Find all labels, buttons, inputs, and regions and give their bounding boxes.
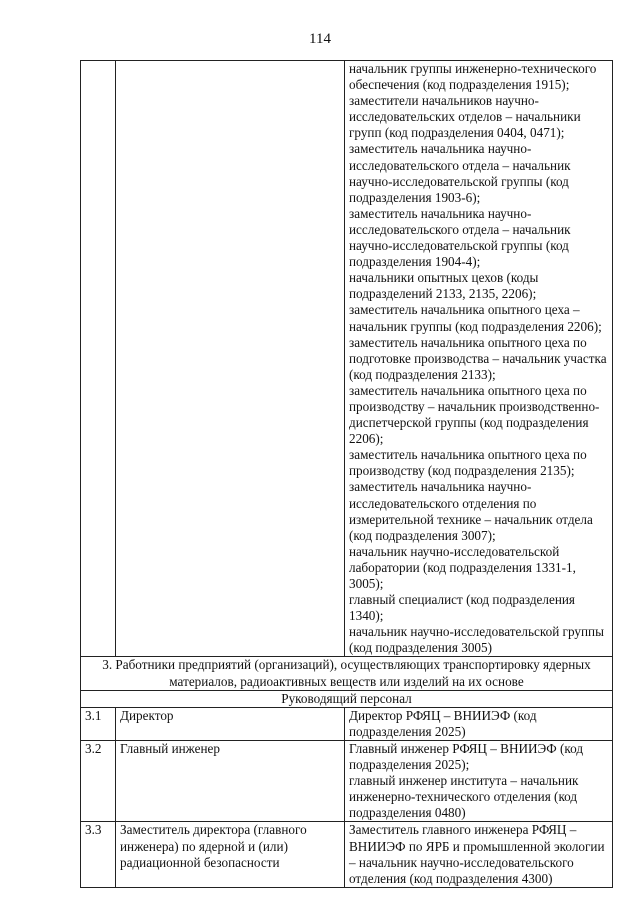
detail-line: (код подразделения 3005) <box>349 640 492 656</box>
detail-line: подразделения 0480) <box>349 805 466 821</box>
detail-line: 1340); <box>349 608 384 624</box>
detail-line: диспетчерской группы (код подразделения <box>349 415 589 431</box>
detail-line: подразделений 2133, 2135, 2206); <box>349 286 537 302</box>
detail-line: – начальник научно-исследовательского <box>349 854 574 870</box>
detail-line: Директор РФЯЦ – ВНИИЭФ (код <box>349 707 537 723</box>
detail-line: подразделения 1903-6); <box>349 189 481 205</box>
detail-line: производству – начальник производственно- <box>349 398 600 414</box>
table-row <box>81 822 613 887</box>
subsection-title: Руководящий персонал <box>81 690 613 707</box>
detail-line: заместитель начальника опытного цеха по <box>349 334 587 350</box>
detail-line: обеспечения (код подразделения 1915); <box>349 77 570 93</box>
detail-line: отделения (код подразделения 4300) <box>349 870 553 886</box>
detail-line: заместитель начальника научно- <box>349 205 532 221</box>
detail-line: заместитель начальника опытного цеха – <box>349 302 580 318</box>
detail-line: исследовательского отдела – начальник <box>349 221 571 237</box>
position-line: Директор <box>120 707 174 723</box>
detail-line: научно-исследовательской группы (код <box>349 238 569 254</box>
detail-line: главный специалист (код подразделения <box>349 592 575 608</box>
table-row <box>81 707 613 740</box>
detail-line: инженерно-технического отделения (код <box>349 789 578 805</box>
detail-line: подразделения 1904-4); <box>349 254 481 270</box>
position-cell <box>116 61 345 657</box>
position-cell <box>116 822 345 887</box>
detail-line: начальник научно-исследовательской <box>349 543 560 559</box>
table-row-continued <box>81 61 613 657</box>
detail-line: (код подразделения 3007); <box>349 527 496 543</box>
section-heading-row <box>81 657 613 690</box>
detail-line: начальник группы инженерно-технического <box>349 61 597 76</box>
detail-line: Заместитель главного инженера РФЯЦ – <box>349 822 577 838</box>
detail-line: подразделения 2025); <box>349 757 470 773</box>
detail-line: начальник группы (код подразделения 2206); <box>349 318 602 334</box>
detail-line: подразделения 2025) <box>349 723 466 739</box>
positions-table <box>80 60 613 888</box>
section-title-line: 3. Работники предприятий (организаций), осуществляющих транспортировку ядерных <box>102 657 591 673</box>
detail-line: исследовательского отделения по <box>349 495 537 511</box>
detail-line: производству (код подразделения 2135); <box>349 463 575 479</box>
detail-line: начальник научно-исследовательской группы <box>349 624 604 640</box>
detail-line: заместитель начальника научно- <box>349 141 532 157</box>
subsection-heading-row <box>81 690 613 707</box>
position-line: инженера) по ядерной и (или) <box>120 838 288 854</box>
detail-line: 2206); <box>349 431 384 447</box>
detail-line: (код подразделения 2133); <box>349 366 496 382</box>
row-number: 3.3 <box>81 822 116 887</box>
detail-line: исследовательского отдела – начальник <box>349 157 571 173</box>
section-title <box>81 657 613 690</box>
detail-line: измерительной технике – начальник отдела <box>349 511 593 527</box>
detail-cell <box>345 822 613 887</box>
detail-line: подготовке производства – начальник участка <box>349 350 607 366</box>
detail-line: начальники опытных цехов (коды <box>349 270 539 286</box>
detail-line: исследовательских отделов – начальники <box>349 109 581 125</box>
detail-cell <box>345 61 613 657</box>
position-cell <box>116 707 345 740</box>
row-number: 3.2 <box>81 740 116 821</box>
section-title-line: материалов, радиоактивных веществ или изделий на их основе <box>169 673 524 689</box>
position-line: Заместитель директора (главного <box>120 822 307 838</box>
table-row <box>81 740 613 821</box>
row-number-cell <box>81 61 116 657</box>
detail-line: 3005); <box>349 576 384 591</box>
detail-line: групп (код подразделения 0404, 0471); <box>349 125 565 141</box>
detail-line: заместитель начальника опытного цеха по <box>349 382 587 398</box>
detail-line: научно-исследовательской группы (код <box>349 173 569 189</box>
detail-line: ВНИИЭФ по ЯРБ и промышленной экологии <box>349 838 605 854</box>
detail-line: заместитель начальника научно- <box>349 479 532 495</box>
detail-cell <box>345 707 613 740</box>
detail-cell <box>345 740 613 821</box>
position-cell <box>116 740 345 821</box>
page-number: 114 <box>309 31 331 47</box>
position-line: радиационной безопасности <box>120 854 280 870</box>
detail-line: главный инженер института – начальник <box>349 773 579 789</box>
detail-line: заместитель начальника опытного цеха по <box>349 447 587 463</box>
position-line: Главный инженер <box>120 740 220 756</box>
detail-line: заместители начальников научно- <box>349 93 539 109</box>
detail-line: лаборатории (код подразделения 1331-1, <box>349 559 576 575</box>
row-number: 3.1 <box>81 707 116 740</box>
detail-line: Главный инженер РФЯЦ – ВНИИЭФ (код <box>349 740 584 756</box>
